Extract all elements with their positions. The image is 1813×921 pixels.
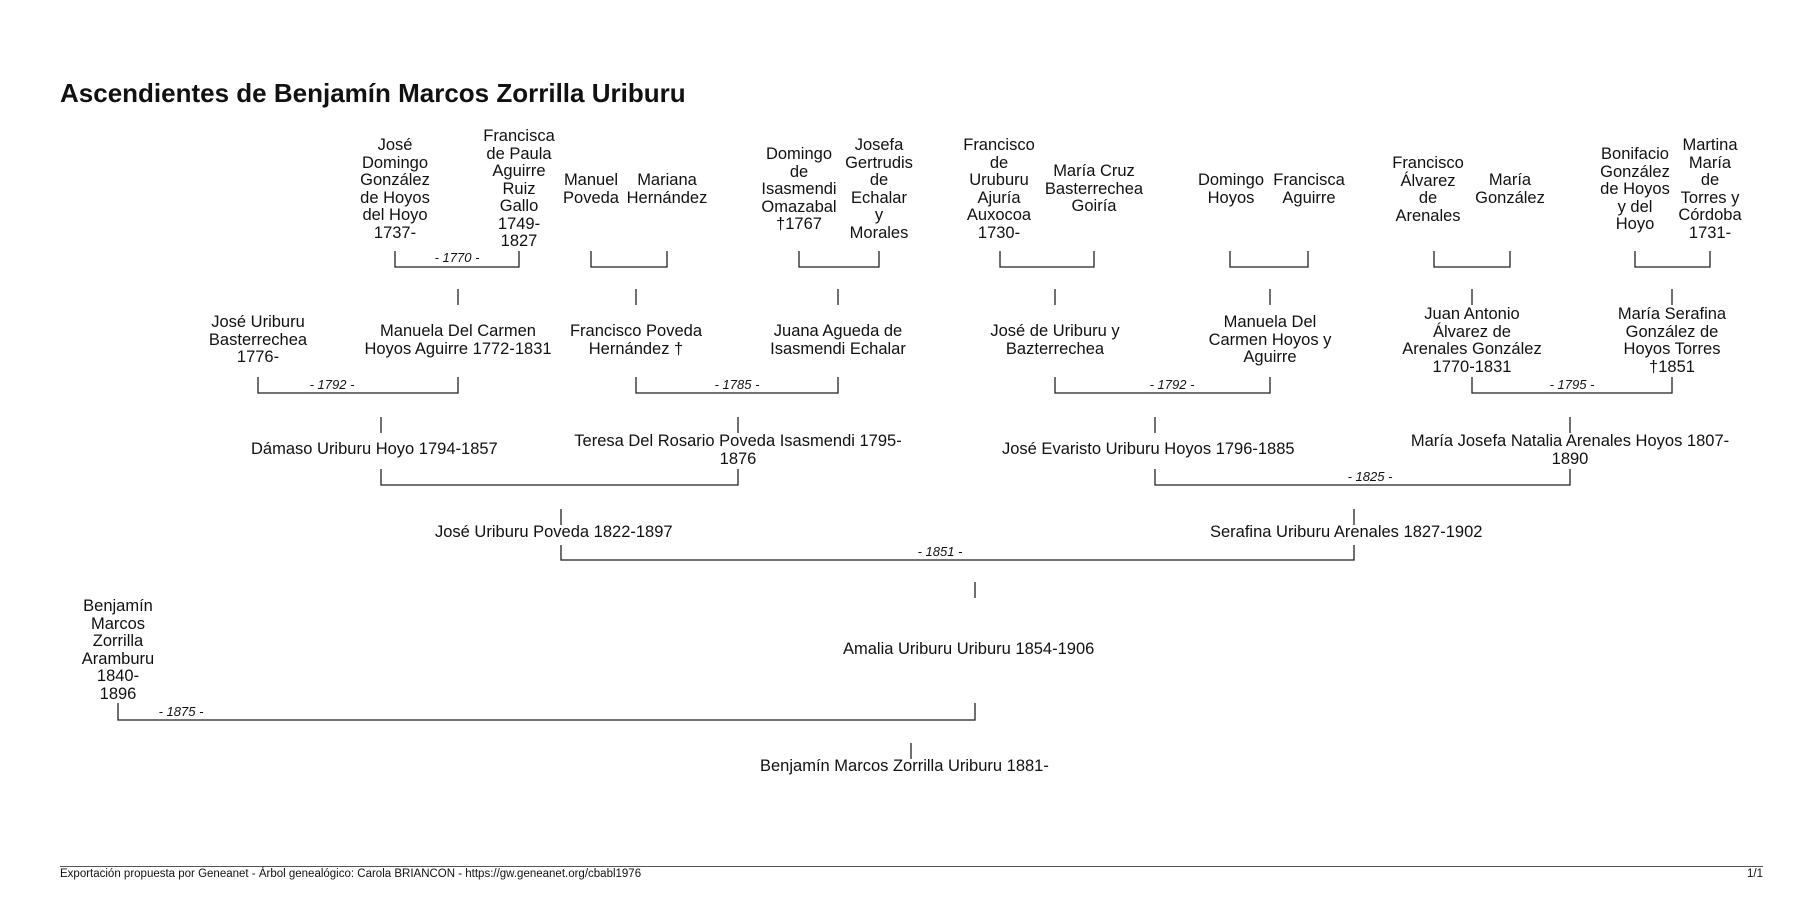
person-francisco-de-uruburu: Francisco de Uruburu Ajuría Auxocoa 1730- [963, 136, 1035, 242]
person-martina-maria-de-torres: Martina María de Torres y Córdoba 1731- [1678, 136, 1742, 242]
person-amalia-uriburu-uriburu: Amalia Uriburu Uriburu 1854-1906 [843, 640, 1095, 658]
person-francisca-aguirre: Francisca Aguirre [1273, 171, 1345, 207]
couple-bracket [591, 251, 667, 267]
person-juan-antonio-alvarez-de-arenales: Juan Antonio Álvarez de Arenales González 1770-1831 [1402, 305, 1542, 376]
marriage-label: - 1795 - [1547, 378, 1598, 392]
person-jose-de-uriburu-bazterrechea: José de Uriburu y Bazterrechea [990, 322, 1120, 358]
person-juana-agueda-de-isasmendi: Juana Agueda de Isasmendi Echalar [770, 322, 906, 358]
person-manuela-del-carmen-hoyos-aguirre: Manuela Del Carmen Hoyos Aguirre 1772-1831 [364, 322, 552, 358]
couple-bracket [799, 251, 879, 267]
person-damaso-uriburu-hoyo: Dámaso Uriburu Hoyo 1794-1857 [251, 440, 498, 458]
person-bonifacio-gonzalez-de-hoyos: Bonifacio González de Hoyos y del Hoyo [1600, 145, 1670, 233]
person-mariana-hernandez: Mariana Hernández [626, 171, 708, 207]
couple-bracket [1434, 251, 1510, 267]
person-benjamin-marcos-zorrilla-uriburu: Benjamín Marcos Zorrilla Uriburu 1881- [760, 757, 1049, 775]
person-manuel-poveda: Manuel Poveda [563, 171, 619, 207]
person-maria-cruz-basterrechea: María Cruz Basterrechea Goiría [1044, 162, 1144, 215]
person-manuela-del-carmen-hoyos-y-aguirre: Manuela Del Carmen Hoyos y Aguirre [1208, 313, 1332, 366]
couple-bracket [258, 377, 458, 393]
person-jose-domingo-gonzalez-de-hoyos: José Domingo González de Hoyos del Hoyo 1737- [360, 136, 430, 242]
marriage-label: - 1851 - [915, 545, 966, 559]
person-francisco-poveda-hernandez: Francisco Poveda Hernández † [569, 322, 703, 358]
person-maria-gonzalez: María González [1475, 171, 1545, 207]
person-francisca-de-paula-aguirre: Francisca de Paula Aguirre Ruiz Gallo 1749- 1827 [483, 127, 555, 250]
couple-bracket [381, 469, 738, 485]
page-title: Ascendientes de Benjamín Marcos Zorrilla Uriburu [60, 78, 686, 108]
marriage-label: - 1792 - [307, 378, 358, 392]
marriage-label: - 1825 - [1345, 470, 1396, 484]
marriage-label: - 1875 - [156, 705, 207, 719]
couple-bracket [1000, 251, 1094, 267]
person-maria-serafina-gonzalez-de-hoyos: María Serafina González de Hoyos Torres †1851 [1617, 305, 1727, 376]
marriage-label: - 1792 - [1147, 378, 1198, 392]
couple-bracket [1635, 251, 1710, 267]
marriage-label: - 1785 - [712, 378, 763, 392]
person-jose-uriburu-poveda: José Uriburu Poveda 1822-1897 [435, 523, 673, 541]
page-number: 1/1 [1747, 868, 1763, 880]
person-domingo-de-isasmendi: Domingo de Isasmendi Omazabal †1767 [761, 145, 837, 233]
person-josefa-gertrudis-de-echalar: Josefa Gertrudis de Echalar y Morales [845, 136, 913, 242]
footer-attribution: Exportación propuesta por Geneanet - Árbol genealógico: Carola BRIANCON - https://gw.geneanet.org/cbabl1976 [60, 868, 642, 880]
person-serafina-uriburu-arenales: Serafina Uriburu Arenales 1827-1902 [1210, 523, 1483, 541]
person-domingo-hoyos: Domingo Hoyos [1197, 171, 1265, 207]
person-jose-evaristo-uriburu-hoyos: José Evaristo Uriburu Hoyos 1796-1885 [1002, 440, 1295, 458]
person-francisco-alvarez-de-arenales: Francisco Álvarez de Arenales [1392, 154, 1464, 225]
couple-bracket [118, 703, 975, 720]
person-maria-josefa-natalia-arenales: María Josefa Natalia Arenales Hoyos 1807- 1890 [1410, 432, 1730, 468]
couple-bracket [1230, 251, 1308, 267]
person-jose-uriburu-basterrechea: José Uriburu Basterrechea 1776- [208, 313, 308, 366]
marriage-label: - 1770 - [432, 251, 483, 265]
person-benjamin-marcos-zorrilla-aramburu: Benjamín Marcos Zorrilla Aramburu 1840- 1896 [81, 597, 155, 703]
person-teresa-del-rosario-poveda: Teresa Del Rosario Poveda Isasmendi 1795- 1876 [574, 432, 902, 468]
footer-divider [60, 866, 1763, 867]
